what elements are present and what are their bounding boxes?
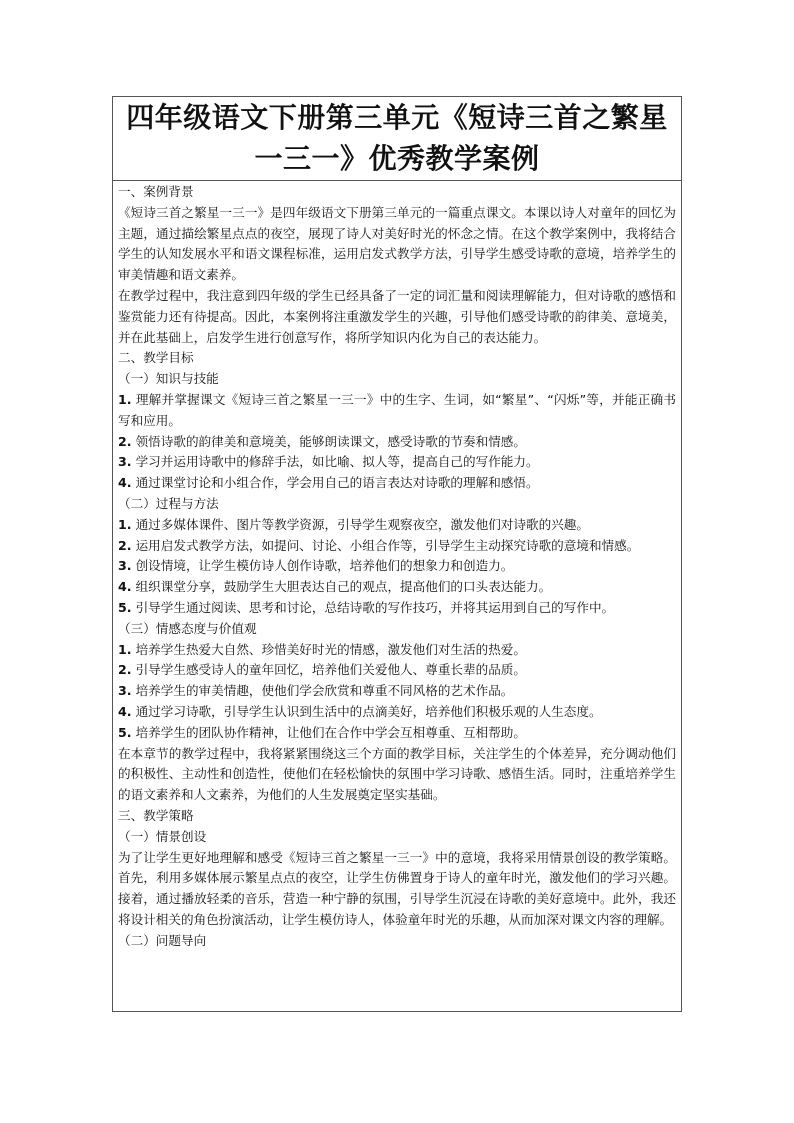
list-item: 3. 学习并运用诗歌中的修辞手法，如比喻、拟人等，提高自己的写作能力。 xyxy=(118,454,539,470)
document-table xyxy=(112,96,682,1012)
subheading-process: （二）过程与方法 xyxy=(118,495,219,511)
list-item: 5. 培养学生的团队协作精神，让他们在合作中学会互相尊重、互相帮助。 xyxy=(118,724,526,740)
subheading-emotion: （三）情感态度与价值观 xyxy=(118,620,257,636)
section-heading-goals: 二、教学目标 xyxy=(118,350,194,366)
goals-summary-paragraph: 在本章节的教学过程中，我将紧紧围绕这三个方面的教学目标，关注学生的个体差异，充分调动他们的积极性、主动性和创造性，使他们在轻松愉快的氛围中学习诗歌、感悟生活。同时，注重培养学生的语文素养和人文素养，为他们的人生发展奠定坚实基础。 xyxy=(118,745,676,803)
list-item: 4. 组织课堂分享，鼓励学生大胆表达自己的观点，提高他们的口头表达能力。 xyxy=(118,579,552,595)
list-item: 2. 领悟诗歌的韵律美和意境美，能够朗读课文，感受诗歌的节奏和情感。 xyxy=(118,433,526,449)
section-heading-strategy: 三、教学策略 xyxy=(118,807,194,823)
list-item: 4. 通过学习诗歌，引导学生认识到生活中的点滴美好，培养他们积极乐观的人生态度。 xyxy=(118,703,602,719)
background-paragraph-1: 《短诗三首之繁星一三一》是四年级语文下册第三单元的一篇重点课文。本课以诗人对童年的回忆为主题，通过描绘繁星点点的夜空，展现了诗人对美好时光的怀念之情。在这个教学案例中，我将结合学生的认知发展水平和语文课程标准，运用启发式教学方法，引导学生感受诗歌的意境，培养学生的审美情趣和语文素养。 xyxy=(118,204,676,283)
list-item: 1. 通过多媒体课件、图片等教学资源，引导学生观察夜空，激发他们对诗歌的兴趣。 xyxy=(118,516,589,532)
subheading-scene: （一）情景创设 xyxy=(118,828,207,844)
document-title: 四年级语文下册第三单元《短诗三首之繁星一三一》优秀教学案例 xyxy=(126,101,668,175)
content-cell xyxy=(113,182,681,951)
title-cell xyxy=(113,97,681,181)
list-item: 3. 创设情境，让学生模仿诗人创作诗歌，培养他们的想象力和创造力。 xyxy=(118,558,514,574)
knowledge-list xyxy=(118,390,676,494)
list-item: 2. 引导学生感受诗人的童年回忆，培养他们关爱他人、尊重长辈的品质。 xyxy=(118,662,526,678)
subheading-question: （二）问题导向 xyxy=(118,932,207,948)
process-list xyxy=(118,515,676,619)
list-item: 2. 运用启发式教学方法，如提问、讨论、小组合作等，引导学生主动探究诗歌的意境和情感。 xyxy=(118,537,640,553)
list-item: 4. 通过课堂讨论和小组合作，学会用自己的语言表达对诗歌的理解和感悟。 xyxy=(118,475,539,491)
scene-paragraph: 为了让学生更好地理解和感受《短诗三首之繁星一三一》中的意境，我将采用情景创设的教学策略。首先，利用多媒体展示繁星点点的夜空，让学生仿佛置身于诗人的童年时光，激发他们的学习兴趣。接着，通过播放轻柔的音乐，营造一种宁静的氛围，引导学生沉浸在诗歌的美好意境中。此外，我还将设计相关的角色扮演活动，让学生模仿诗人，体验童年时光的乐趣，从而加深对课文内容的理解。 xyxy=(118,849,676,927)
list-item: 1. 理解并掌握课文《短诗三首之繁星一三一》中的生字、生词，如“繁星”、“闪烁”等，并能正确书写和应用。 xyxy=(118,391,676,428)
list-item: 1. 培养学生热爱大自然、珍惜美好时光的情感，激发他们对生活的热爱。 xyxy=(118,641,526,657)
background-paragraph-2: 在教学过程中，我注意到四年级的学生已经具备了一定的词汇量和阅读理解能力，但对诗歌的感悟和鉴赏能力还有待提高。因此，本案例将注重激发学生的兴趣，引导他们感受诗歌的韵律美、意境美，并在此基础上，启发学生进行创意写作，将所学知识内化为自己的表达能力。 xyxy=(118,287,676,345)
subheading-knowledge: （一）知识与技能 xyxy=(118,371,219,387)
list-item: 5. 引导学生通过阅读、思考和讨论，总结诗歌的写作技巧，并将其运用到自己的写作中。 xyxy=(118,599,615,615)
list-item: 3. 培养学生的审美情趣，使他们学会欣赏和尊重不同风格的艺术作品。 xyxy=(118,683,514,699)
section-heading-background: 一、案例背景 xyxy=(118,184,194,199)
emotion-list xyxy=(118,640,676,744)
